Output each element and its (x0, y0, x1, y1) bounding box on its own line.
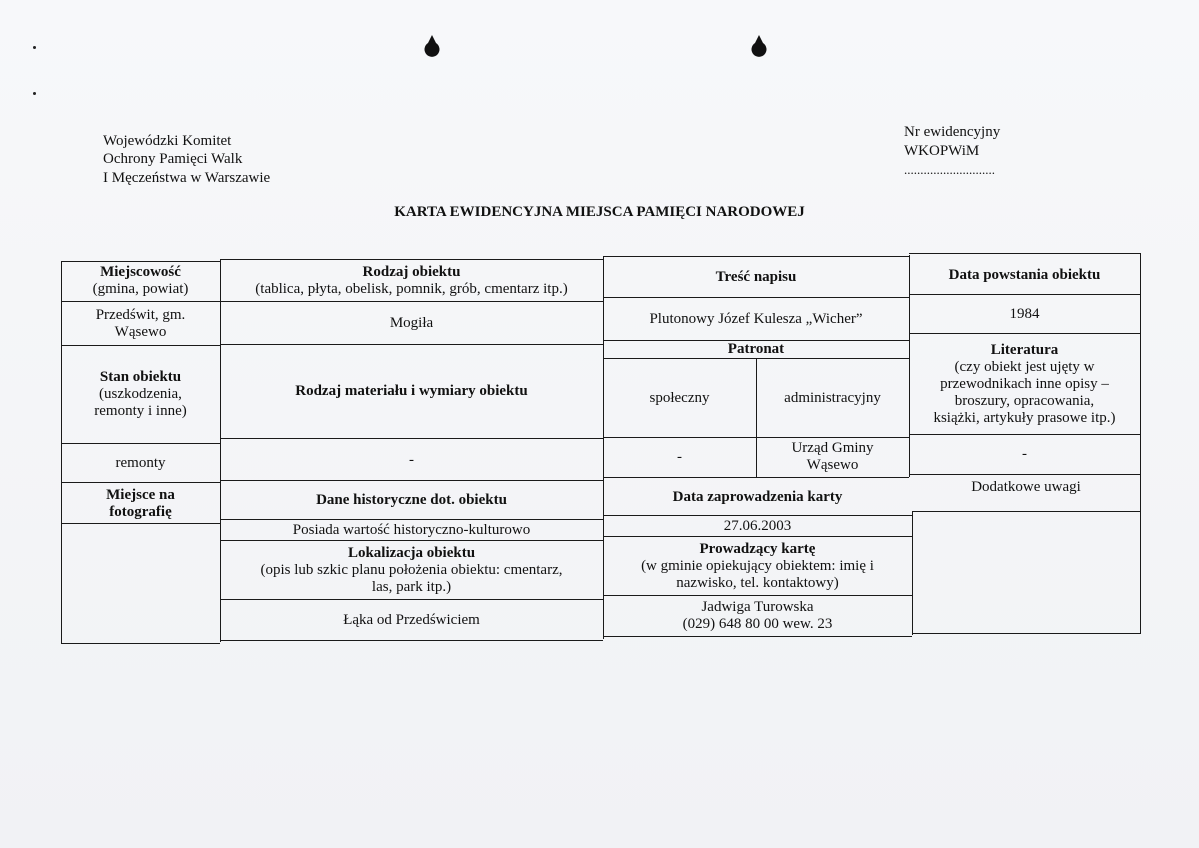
header-sublabel: las, park itp.) (371, 578, 452, 595)
header-label: fotografię (109, 504, 172, 520)
header-sublabel: nazwisko, tel. kontaktowy) (676, 574, 839, 591)
table-divider (912, 511, 1140, 512)
header-cell-photo-place (61, 483, 220, 523)
header-sublabel: przewodnikach inne opisy – (940, 375, 1109, 392)
header-cell-historical-data: Dane historyczne dot. obiektu (316, 491, 507, 508)
table-divider (61, 523, 220, 524)
value-cell-card-keeper (603, 596, 912, 636)
header-cell-condition (61, 345, 220, 443)
header-label: Prowadzący kartę (699, 540, 816, 557)
header-sublabel: remonty i inne) (94, 402, 187, 419)
table-divider (61, 482, 220, 483)
table-border (603, 256, 909, 257)
value-cell-literature: - (1022, 445, 1027, 462)
header-sublabel: (w gminie opiekujący obiektem: imię i (641, 557, 874, 574)
table-divider (603, 595, 912, 596)
cell-text: Wąsewo (114, 323, 167, 340)
header-cell-card-date: Data zaprowadzenia karty (672, 488, 843, 505)
registry-number-prefix: WKOPWiM (904, 143, 980, 159)
punch-hole-icon (750, 34, 768, 58)
registry-number-blank: ............................ (904, 162, 995, 177)
value-cell-historical-data: Posiada wartość historyczno-kulturowo (292, 521, 531, 538)
header-cell-literature (909, 334, 1140, 434)
table-border (912, 633, 1140, 634)
header-cell-inscription: Treść napisu (715, 268, 797, 285)
header-cell-additional-notes: Dodatkowe uwagi (971, 479, 1081, 495)
table-divider (603, 477, 909, 478)
document-title: KARTA EWIDENCYJNA MIEJSCA PAMIĘCI NARODOWEJ (394, 204, 805, 220)
value-cell-creation-date: 1984 (1009, 305, 1040, 322)
table-divider (61, 345, 220, 346)
header-label: Stan obiektu (99, 368, 182, 385)
table-border (1140, 253, 1141, 634)
table-divider (603, 297, 909, 298)
table-divider (220, 438, 603, 439)
cell-text: (029) 648 80 00 wew. 23 (682, 616, 833, 632)
table-divider (909, 294, 1140, 295)
organization-name-line: I Męczeństwa w Warszawie (103, 170, 271, 186)
table-divider (603, 515, 912, 516)
cell-text: Wąsewo (806, 457, 859, 473)
header-sublabel: (czy obiekt jest ujęty w (954, 358, 1095, 375)
table-divider (220, 344, 603, 345)
cell-text: Jadwiga Turowska (701, 599, 814, 615)
value-cell-location: Łąka od Przedświciem (343, 611, 480, 628)
header-cell-card-keeper (603, 537, 912, 595)
table-divider (912, 511, 913, 635)
organization-name-line: Ochrony Pamięci Walk (103, 151, 243, 167)
table-divider (603, 340, 909, 341)
table-divider (220, 260, 221, 642)
value-cell-administrative (756, 437, 909, 477)
table-border (61, 261, 220, 262)
punch-hole-icon (423, 34, 441, 58)
header-cell-location (220, 541, 603, 599)
header-label: Miejsce na (106, 487, 175, 503)
table-divider (756, 358, 757, 477)
header-cell-administrative: administracyjny (784, 389, 881, 406)
table-divider (220, 599, 603, 600)
header-sublabel: (gmina, powiat) (92, 281, 189, 297)
scan-speck (33, 46, 36, 49)
table-divider (909, 434, 1140, 435)
table-border (909, 253, 1140, 254)
header-cell-locality (61, 261, 220, 301)
table-divider (909, 255, 910, 477)
header-label: Literatura (990, 341, 1059, 358)
table-divider (220, 301, 603, 302)
organization-name-line: Wojewódzki Komitet (103, 133, 232, 149)
table-divider (603, 437, 909, 438)
table-divider (220, 480, 603, 481)
value-cell-condition: remonty (115, 454, 166, 471)
table-divider (603, 358, 909, 359)
scan-speck (33, 92, 36, 95)
header-cell-patronage: Patronat (727, 340, 785, 357)
value-cell-card-date: 27.06.2003 (723, 517, 792, 534)
table-divider (220, 519, 603, 520)
table-border (603, 636, 912, 637)
value-cell-locality (61, 302, 220, 345)
cell-text: Przedświt, gm. (95, 306, 186, 323)
table-border (220, 259, 603, 260)
table-border (61, 643, 220, 644)
table-border (220, 640, 603, 641)
header-sublabel: (tablica, płyta, obelisk, pomnik, grób, cmentarz itp.) (255, 281, 568, 297)
header-sublabel: broszury, opracowania, (954, 392, 1095, 409)
value-cell-material: - (409, 451, 414, 468)
table-divider (61, 301, 220, 302)
table-border (61, 261, 62, 644)
value-cell-social: - (677, 449, 682, 465)
header-sublabel: książki, artykuły prasowe itp.) (933, 409, 1116, 426)
table-divider (61, 443, 220, 444)
header-cell-social: społeczny (649, 389, 710, 406)
value-cell-object-type: Mogiła (389, 315, 434, 331)
header-label: Lokalizacja obiektu (347, 544, 476, 561)
table-divider (909, 474, 1140, 475)
value-cell-inscription: Plutonowy Józef Kulesza „Wicher” (649, 311, 863, 327)
header-cell-creation-date: Data powstania obiektu (948, 266, 1101, 283)
table-divider (220, 540, 603, 541)
table-divider (603, 257, 604, 639)
header-cell-material: Rodzaj materiału i wymiary obiektu (295, 383, 528, 399)
header-cell-object-type (220, 261, 603, 301)
table-divider (603, 536, 912, 537)
header-label: Rodzaj obiektu (362, 264, 461, 280)
header-sublabel: (uszkodzenia, (99, 385, 182, 402)
table-divider (909, 333, 1140, 334)
cell-text: Urząd Gminy (791, 440, 874, 456)
header-sublabel: (opis lub szkic planu położenia obiektu: cmentarz, (260, 561, 563, 578)
header-label: Miejscowość (100, 264, 181, 280)
registry-number-label: Nr ewidencyjny (904, 124, 1001, 140)
